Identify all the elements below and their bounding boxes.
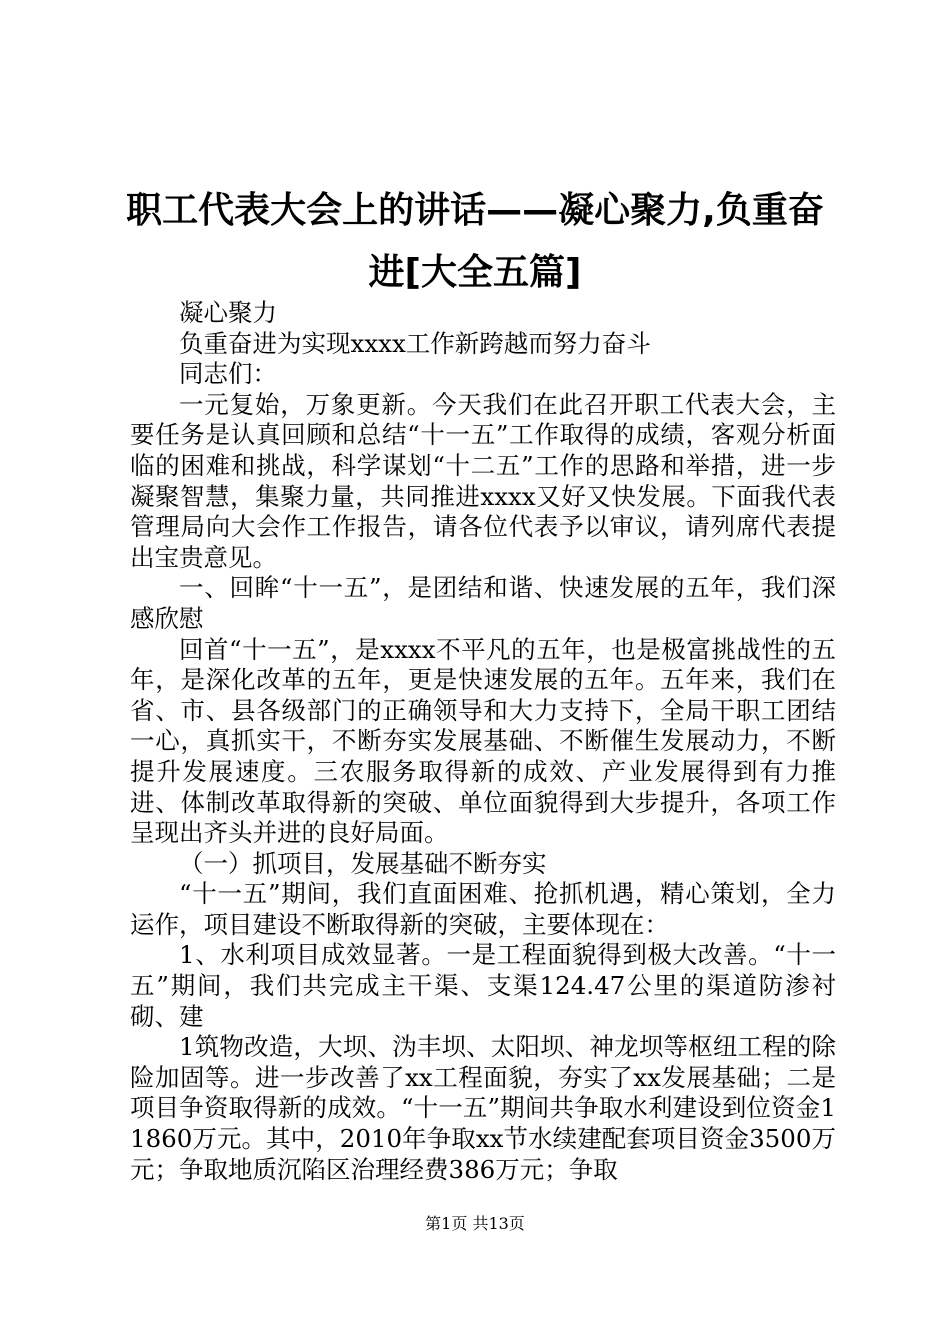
paragraph: “十一五”期间，我们直面困难、抢抓机遇，精心策划，全力运作，项目建设不断取得新的突破，主要体现在： — [130, 879, 836, 939]
paragraph: 凝心聚力 — [179, 298, 277, 327]
paragraph: 同志们： — [179, 359, 277, 389]
paragraph: 一、回眸“十一五”，是团结和谐、快速发展的五年，我们深感欣慰 — [130, 573, 836, 633]
title-line-1: 职工代表大会上的讲话——凝心聚力,负重奋 — [126, 190, 824, 231]
paragraph: 1筑物改造，大坝、沩丰坝、太阳坝、神龙坝等枢纽工程的除险加固等。进一步改善了xx工程面貌，夯实了xx发展基础；二是项目争资取得新的成效。“十一五”期间共争取水利建设到位资金11860万元。其中，2010年争取xx节水续建配套项目资金3500万元；争取地质沉陷区治理经费386万元；争取 — [130, 1032, 836, 1184]
paragraph: 一元复始，万象更新。今天我们在此召开职工代表大会，主要任务是认真回顾和总结“十一五”工作取得的成绩，客观分析面临的困难和挑战，科学谋划“十二五”工作的思路和举措，进一步凝聚智慧，集聚力量，共同推进xxxx又好又快发展。下面我代表管理局向大会作工作报告，请各位代表予以审议，请列席代表提出宝贵意见。 — [130, 389, 836, 572]
document-title — [100, 180, 850, 304]
document-body — [130, 298, 836, 1185]
page-number-footer: 第1页 共13页 — [425, 1214, 525, 1233]
paragraph: 1、水利项目成效显著。一是工程面貌得到极大改善。“十一五”期间，我们共完成主干渠、支渠124.47公里的渠道防渗衬砌、建 — [130, 940, 836, 1031]
paragraph: 回首“十一五”，是xxxx不平凡的五年，也是极富挑战性的五年，是深化改革的五年，更是快速发展的五年。五年来，我们在省、市、县各级部门的正确领导和大力支持下，全局干职工团结一心，真抓实干，不断夯实发展基础、不断催生发展动力，不断提升发展速度。三农服务取得新的成效、产业发展得到有力推进、体制改革取得新的突破、单位面貌得到大步提升，各项工作呈现出齐头并进的良好局面。 — [130, 634, 836, 848]
paragraph: （一）抓项目，发展基础不断夯实 — [179, 848, 547, 878]
paragraph: 负重奋进为实现xxxx工作新跨越而努力奋斗 — [179, 328, 651, 358]
title-line-2: 进[大全五篇] — [368, 252, 582, 293]
